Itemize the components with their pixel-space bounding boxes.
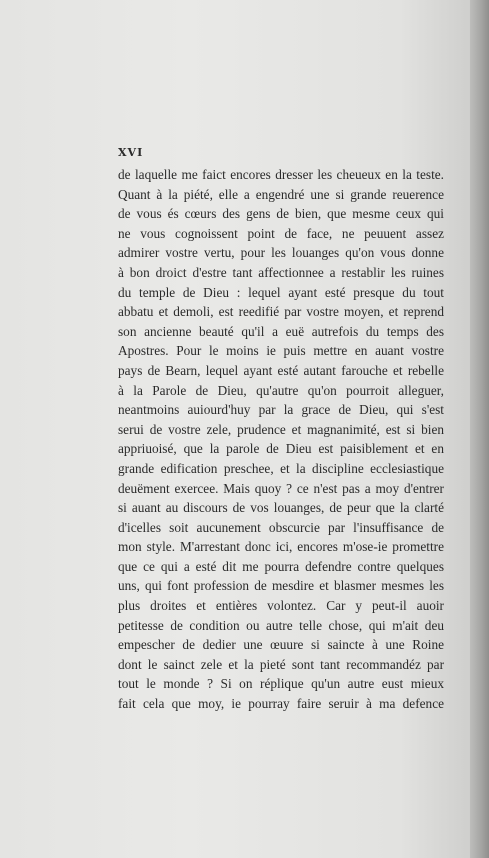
text-line: tout le monde ? Si on réplique qu'un autre eust mieux — [118, 676, 444, 692]
text-line: à la Parole de Dieu, qu'autre qu'on pourroit alleguer, — [118, 382, 444, 398]
text-line: de laquelle me faict encores dresser les cheueux en la teste. — [118, 167, 444, 182]
page-number: XVI — [118, 146, 144, 159]
text-line: son ancienne beauté qu'il a euë autrefois du temps des — [118, 323, 444, 339]
text-line: appriuoisé, que la parole de Dieu est paisiblement et en — [118, 441, 444, 457]
text-line: que ce qui a esté dit me pourra defendre contre quelques — [118, 558, 444, 574]
text-line: mon style. M'arrestant donc ici, encores m'ose-ie promettre — [118, 539, 444, 555]
text-line: grande edification preschee, et la discipline ecclesiastique — [118, 460, 444, 476]
text-line: serui de vostre zele, prudence et magnanimité, est si bien — [118, 421, 444, 437]
text-line: ne vous cognoissent point de face, ne peuuent assez — [118, 225, 444, 241]
text-line: petitesse de condition ou autre telle chose, qui m'ait deu — [118, 617, 444, 633]
text-line: d'icelles soit aucunement obscurcie par l'insuffisance de — [118, 519, 444, 535]
text-line: si auant au discours de vos louanges, de peur que la clarté — [118, 500, 444, 516]
text-line: dont le sainct zele et la pieté sont tant recommandéz par — [118, 656, 444, 672]
page-edge — [470, 0, 489, 858]
text-line: de vous és cœurs des gens de bien, que mesme ceux qui — [118, 206, 444, 222]
text-line: du temple de Dieu : lequel ayant esté presque du tout — [118, 284, 444, 300]
text-line: neantmoins auiourd'huy par la grace de Dieu, qui s'est — [118, 402, 444, 418]
body-text — [118, 165, 444, 714]
text-line: Apostres. Pour le moins ie puis mettre en auant vostre — [118, 343, 444, 359]
text-line: admirer vostre vertu, pour les louanges qu'on vous donne — [118, 245, 444, 261]
text-line: deuëment exercee. Mais quoy ? ce n'est pas a moy d'entrer — [118, 480, 444, 496]
text-line: pays de Bearn, lequel ayant esté autant farouche et rebelle — [118, 362, 444, 378]
text-line: abbatu et demoli, est reedifié par vostre moyen, et reprend — [118, 304, 444, 320]
text-line: empescher de dedier une œuure si saincte à une Roine — [118, 637, 444, 653]
text-line: uns, qui font profession de mesdire et blasmer mesmes les — [118, 578, 444, 594]
text-line: Quant à la piété, elle a engendré une si grande reuerence — [118, 186, 444, 202]
text-line: fait cela que moy, ie pourray faire seruir à ma defence — [118, 696, 444, 712]
text-line: à bon droict d'estre tant affectionnee a restablir les ruines — [118, 264, 444, 280]
text-line: plus droites et entières volontez. Car y peut-il auoir — [118, 598, 444, 614]
